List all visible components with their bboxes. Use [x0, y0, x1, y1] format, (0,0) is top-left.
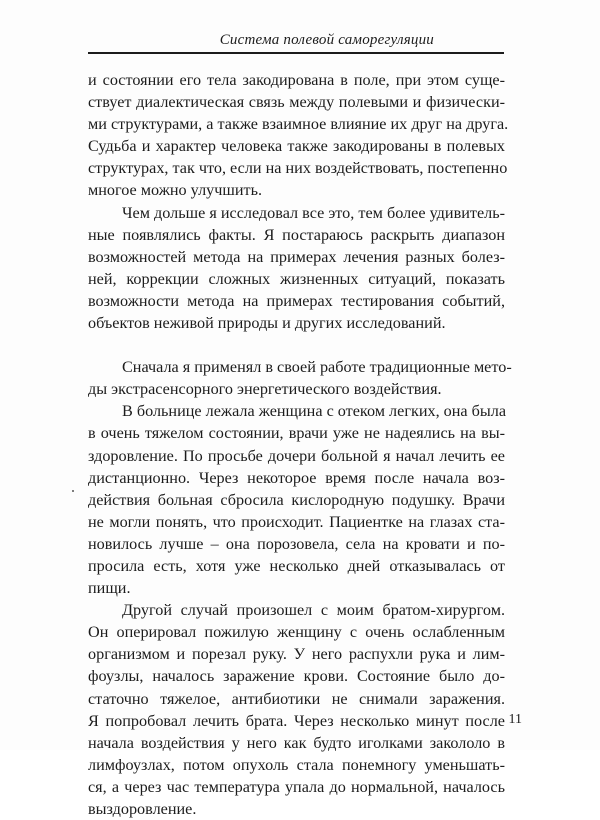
- text-line: в очень тяжелом состоянии, врачи уже не надеялись на вы-: [88, 424, 505, 443]
- text-line: здоровление. По просьбе дочери больной я начал лечить ее: [88, 446, 505, 465]
- text-line: структурах, так что, если на них воздействовать, постепенно: [88, 159, 508, 178]
- text-line: выздоровление.: [88, 800, 197, 818]
- text-line: Другой случай произошел с моим братом-хирургом.: [122, 601, 505, 620]
- text-line: объектов неживой природы и других исследований.: [88, 314, 446, 333]
- text-line: В больнице лежала женщина с отеком легких, она была: [122, 402, 507, 421]
- text-line: новилось лучше – она порозовела, села на кровати и по-: [88, 534, 505, 553]
- text-line: Сначала я применял в своей работе традиционные мето-: [122, 358, 512, 377]
- running-header-title: Система полевой саморегуляции: [219, 32, 434, 48]
- text-line: ные появлялись факты. Я постараюсь раскрыть диапазон: [88, 225, 505, 244]
- text-line: дистанционно. Через некоторое время после начала воз-: [88, 468, 505, 487]
- paragraph: [88, 400, 505, 599]
- text-line: Чем дольше я исследовал все это, тем более удивитель-: [122, 203, 505, 222]
- text-line: лимфоузлах, потом опухоль стала понемногу уменьшать-: [88, 755, 505, 774]
- text-line: действия больная сбросила кислородную подушку. Врачи: [88, 490, 505, 509]
- paragraph: [88, 356, 512, 400]
- text-line: Я попробовал лечить брата. Через несколько минут после: [88, 711, 505, 730]
- text-line: Он оперировал пожилую женщину с очень ослабленным: [88, 623, 505, 642]
- text-line: пищи.: [88, 579, 131, 598]
- text-line: статочно тяжелое, антибиотики не снимали заражения.: [88, 689, 505, 708]
- paragraph: [88, 69, 509, 202]
- text-line: и состоянии его тела закодирована в поле, при этом суще-: [88, 71, 505, 89]
- text-line: ствует диалектическая связь между полевыми и физически-: [88, 93, 505, 112]
- text-line: Судьба и характер человека также закодированы в полевых: [88, 137, 505, 156]
- text-line: возможностей метода на примерах лечения разных болез-: [88, 247, 505, 266]
- text-line: не могли понять, что происходит. Пациентке на глазах ста-: [88, 512, 505, 531]
- text-line: ми структурами, а также взаимное влияние их друг на друга.: [88, 115, 509, 134]
- text-line: ней, коррекции сложных жизненных ситуаций, показать: [88, 269, 505, 288]
- text-line: ды экстрасенсорного энергетического воздействия.: [88, 380, 442, 399]
- text-line: организмом и порезал руку. У него распухли рука и лим-: [88, 645, 505, 664]
- text-line: возможности метода на примерах тестирования событий,: [88, 291, 505, 310]
- text-line: просила есть, хотя уже несколько дней отказывалась от: [88, 556, 505, 575]
- text-line: фоузлы, началось заражение крови. Состояние было до-: [88, 667, 505, 686]
- running-header: [88, 28, 504, 54]
- page-number: 11: [508, 712, 522, 727]
- body-text: [88, 69, 512, 820]
- paragraph: [88, 599, 505, 820]
- print-speck: [72, 490, 74, 492]
- text-line: ся, а через час температура упала до нормальной, началось: [88, 777, 505, 796]
- paragraph: [88, 202, 505, 335]
- text-line: начала воздействия у него как будто иголками закололо в: [88, 733, 505, 752]
- text-line: многое можно улучшить.: [88, 181, 263, 200]
